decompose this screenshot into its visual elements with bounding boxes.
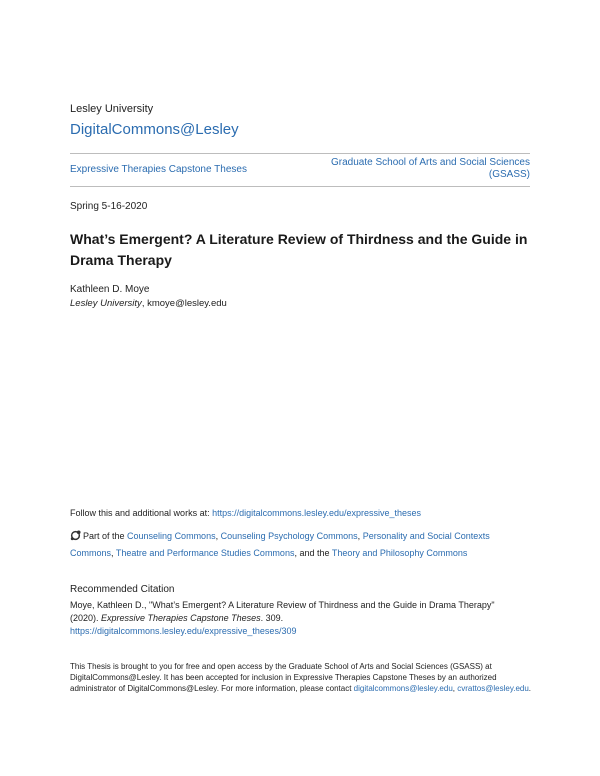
- citation-line: Moye, Kathleen D., "What’s Emergent? A Literature Review of Thirdness and the Guide in Drama Therapy": [70, 600, 495, 610]
- institution-name: Lesley University: [70, 103, 154, 115]
- citation-heading: Recommended Citation: [70, 584, 175, 595]
- author-email: kmoye@lesley.edu: [147, 298, 227, 309]
- contact-email-link-2[interactable]: cvrattos@lesley.edu: [457, 684, 529, 693]
- separator: ,: [111, 548, 116, 558]
- follow-url-link[interactable]: https://digitalcommons.lesley.edu/expressive_theses: [212, 508, 422, 518]
- access-notice: [70, 661, 535, 694]
- series-link-capstone[interactable]: Expressive Therapies Capstone Theses: [70, 164, 247, 175]
- follow-label: Follow this and additional works at:: [70, 508, 213, 518]
- document-title: What’s Emergent? A Literature Review of Thirdness and the Guide in Drama Therapy: [70, 231, 528, 268]
- publication-date: Spring 5-16-2020: [70, 201, 148, 212]
- discipline-link-personality-social[interactable]: Personality and Social Contexts Commons: [70, 531, 490, 558]
- citation-year: (2020).: [70, 613, 102, 623]
- part-of-prefix: Part of the: [83, 531, 128, 541]
- separator-and: , and the: [294, 548, 332, 558]
- affiliation-name: Lesley University: [70, 298, 142, 309]
- author-affiliation: Lesley University, kmoye@lesley.edu: [70, 298, 227, 309]
- separator: ,: [452, 684, 458, 693]
- citation-url-link[interactable]: https://digitalcommons.lesley.edu/expressive_theses/309: [70, 626, 297, 636]
- discipline-link-counseling-psychology[interactable]: Counseling Psychology Commons: [220, 531, 358, 541]
- series-link-gsass[interactable]: Graduate School of Arts and Social Sciences (GSASS): [330, 157, 530, 180]
- repository-link[interactable]: DigitalCommons@Lesley: [70, 121, 239, 138]
- access-notice-text: This Thesis is brought to you for free and open access by the Graduate School of Arts and Social Sciences (GSASS) at DigitalCommons@Lesley. It has been accepted for inclusion in Expressive Therapies Capstone Theses by an authorized administrator of DigitalCommons@Lesley. For more information, please contact: [70, 662, 497, 693]
- separator: ,: [215, 531, 221, 541]
- follow-line: [70, 508, 421, 518]
- divider-bottom: [70, 186, 530, 187]
- author-name: Kathleen D. Moye: [70, 284, 150, 295]
- period: .: [528, 684, 532, 693]
- discipline-link-theatre[interactable]: Theatre and Performance Studies Commons: [115, 548, 295, 558]
- citation-number: . 309.: [260, 613, 284, 623]
- citation-body: [70, 599, 535, 638]
- contact-email-link-1[interactable]: digitalcommons@lesley.edu: [353, 684, 453, 693]
- separator: ,: [357, 531, 363, 541]
- commons-network-icon: [70, 530, 81, 541]
- discipline-link-theory-philosophy[interactable]: Theory and Philosophy Commons: [331, 548, 468, 558]
- divider-top: [70, 153, 530, 154]
- part-of-disciplines: [70, 528, 535, 562]
- citation-series: Expressive Therapies Capstone Theses: [101, 613, 261, 623]
- discipline-link-counseling[interactable]: Counseling Commons: [127, 531, 216, 541]
